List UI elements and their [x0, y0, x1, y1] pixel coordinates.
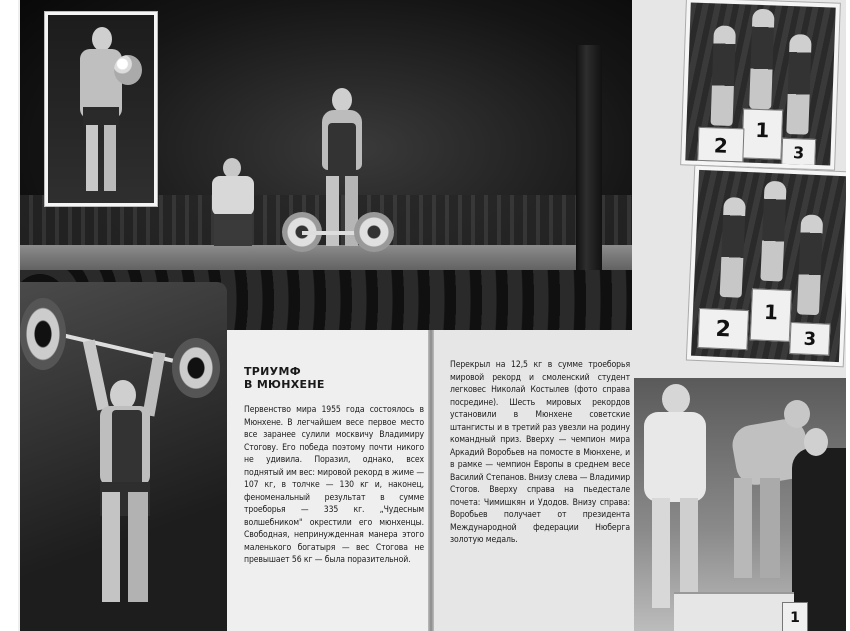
barbell-on-stage: [282, 212, 392, 256]
podium-step-first: 1: [750, 288, 792, 342]
podium-step-first: 1: [741, 108, 783, 159]
podium-step-third: 3: [789, 322, 830, 356]
article-left-column: [244, 365, 424, 567]
podium-step-first: 1: [782, 602, 808, 631]
article-body-right: Перекрыл на 12,5 кг в сумме троеборья мировой рекорд и смоленский студент легковес Николай Костылев (фото справа посредине). Шесть мировых рекордов установили в Мюнхене советские штангисты и в третий раз увезли на родину командный приз. Вверху — чемпион мира Аркадий Воробьев на помосте в Мюнхене, и в рамке — чемпион Европы в среднем весе Василий Степанов. Внизу слева — Владимир Стогов. Вверху справа на пьедестале почета: Чимишкян и Удодов. Внизу справа: Воробьев получает от президента Международной федерации Нюберга золотую медаль.: [450, 360, 630, 545]
photo-podium-middle: [686, 165, 846, 368]
article-body-left: Первенство мира 1955 года состоялось в Мюнхене. В легчайшем весе первое место все заранее сулили москвичу Владимиру Стогову. Его победа поэтому почти никого не удивила. Поразил, однако, всех поднятый им вес: мировой рекорд в жиме — 107 кг, в толчке — 130 кг и, наконец, феноменальный результат в сумме троеборья — 335 кг. „Чудесным волшебником" окрестили его мюнхенцы. Свободная, непринужденная манера этого маленького богатыря — вес Стогова не превышает 56 кг — была поразительной.: [244, 405, 424, 565]
podium-step-second: 2: [697, 308, 749, 350]
article-right-column: [450, 359, 630, 547]
heading-line-1: ТРИУМФ: [244, 365, 301, 378]
photo-medal-ceremony: [634, 378, 846, 631]
heading-line-2: В МЮНХЕНЕ: [244, 378, 325, 391]
flowers-bouquet: [114, 55, 142, 85]
podium-step-second: 2: [697, 127, 744, 163]
article-heading: [244, 365, 424, 391]
ceremony-podium: [674, 592, 794, 631]
magazine-spread: [18, 0, 846, 631]
podium-step-third: 3: [781, 138, 816, 166]
photo-podium-top: [680, 0, 841, 171]
stage-pillar: [576, 45, 602, 285]
photo-portrait-champion: [44, 11, 158, 207]
photo-lifter-overhead: [20, 282, 227, 631]
seated-athlete: [208, 158, 258, 248]
